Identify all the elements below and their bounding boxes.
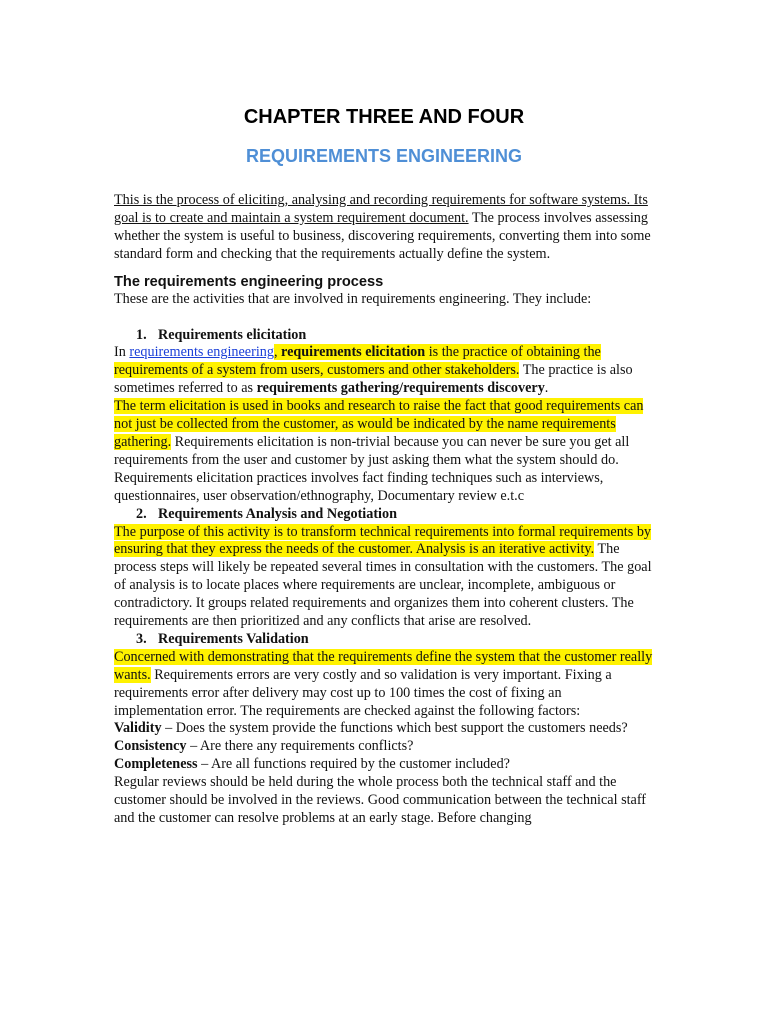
section-intro: These are the activities that are involved in requirements engineering. They include: [114, 290, 592, 307]
highlighted-text: The purpose of this activity is to transform technical requirements into formal requirements by ensuring that they express the needs of the customer. Analysis is an iterative activity. [114, 523, 652, 558]
section-heading: The requirements engineering process [114, 273, 384, 290]
intro-text: The process involves assessing whether the system is useful to business, discovering requirements, converting them into some standard form and checking that the requirements actually define the system. [114, 209, 651, 262]
validity-factor: Validity – Does the system provide the functions which best support the customers needs? [114, 720, 628, 737]
validation-paragraph: Concerned with demonstrating that the requirements define the system that the customer really wants. Requirements errors are very costly and so validation is very important. Fixing a requirements error after delivery may cost up to 100 times the cost of fixing an implementation error. The requirements are checked against the following factors: [114, 648, 653, 719]
intro-paragraph [114, 192, 654, 264]
list-item-heading: 3. Requirements Validation [136, 630, 309, 647]
chapter-title: CHAPTER THREE AND FOUR [243, 106, 525, 128]
highlighted-text: The term elicitation is used in books and research to raise the fact that good requirements can not just be collected from the customer, as would be indicated by the name requirements gathering. [114, 398, 644, 450]
document-body [114, 192, 654, 828]
document-subtitle: REQUIREMENTS ENGINEERING [245, 146, 523, 166]
intro-underlined-text: This is the process of eliciting, analysing and recording requirements for software systems. Its goal is to create and maintain a system requirement document. [114, 192, 648, 226]
requirements-engineering-link[interactable]: requirements engineering [129, 344, 274, 361]
list-item-heading: 2. Requirements Analysis and Negotiation [136, 505, 397, 522]
elicitation-paragraph: In requirements engineering, requirements elicitation is the practice of obtaining the requirements of a system from users, customers and other stakeholders. The practice is also sometimes referred to as requirements gathering/requirements discovery. The term elicitation is used in books and research to raise the fact that good requirements can not just be collected from the customer, as would be indicated by the name requirements gathering. Requirements elicitation is non-trivial because you can never be sure you get all requirements from the user and customer by just asking them what the system should do. Requirements elicitation practices involves fact finding techniques such as interviews, questionnaires, user observation/ethnography, Documentary review e.t.c [114, 344, 644, 504]
consistency-factor: Consistency – Are there any requirements conflicts? [114, 738, 414, 755]
reviews-paragraph: Regular reviews should be held during the whole process both the technical staff and the customer should be involved in the reviews. Good communication between the technical staff and the customer can resolve problems at an early stage. Before changing [114, 774, 647, 826]
completeness-factor: Completeness – Are all functions required by the customer included? [114, 756, 510, 773]
highlighted-text: Concerned with demonstrating that the requirements define the system that the customer really wants. [114, 648, 653, 683]
list-item-title: Requirements Analysis and Negotiation [158, 505, 397, 522]
list-item-heading: 1. Requirements elicitation [136, 326, 307, 343]
analysis-paragraph: The purpose of this activity is to transform technical requirements into formal requirements by ensuring that they express the needs of the customer. Analysis is an iterative activity. The process steps will likely be repeated several times in consultation with the customers. The goal of analysis is to locate places where requirements are unclear, incomplete, ambiguous or contradictory. It groups related requirements and organizes them into coherent clusters. The requirements are then prioritized and any conflicts that arise are resolved. [114, 523, 652, 630]
list-item-title: Requirements elicitation [158, 326, 307, 343]
list-item-title: Requirements Validation [158, 630, 309, 647]
